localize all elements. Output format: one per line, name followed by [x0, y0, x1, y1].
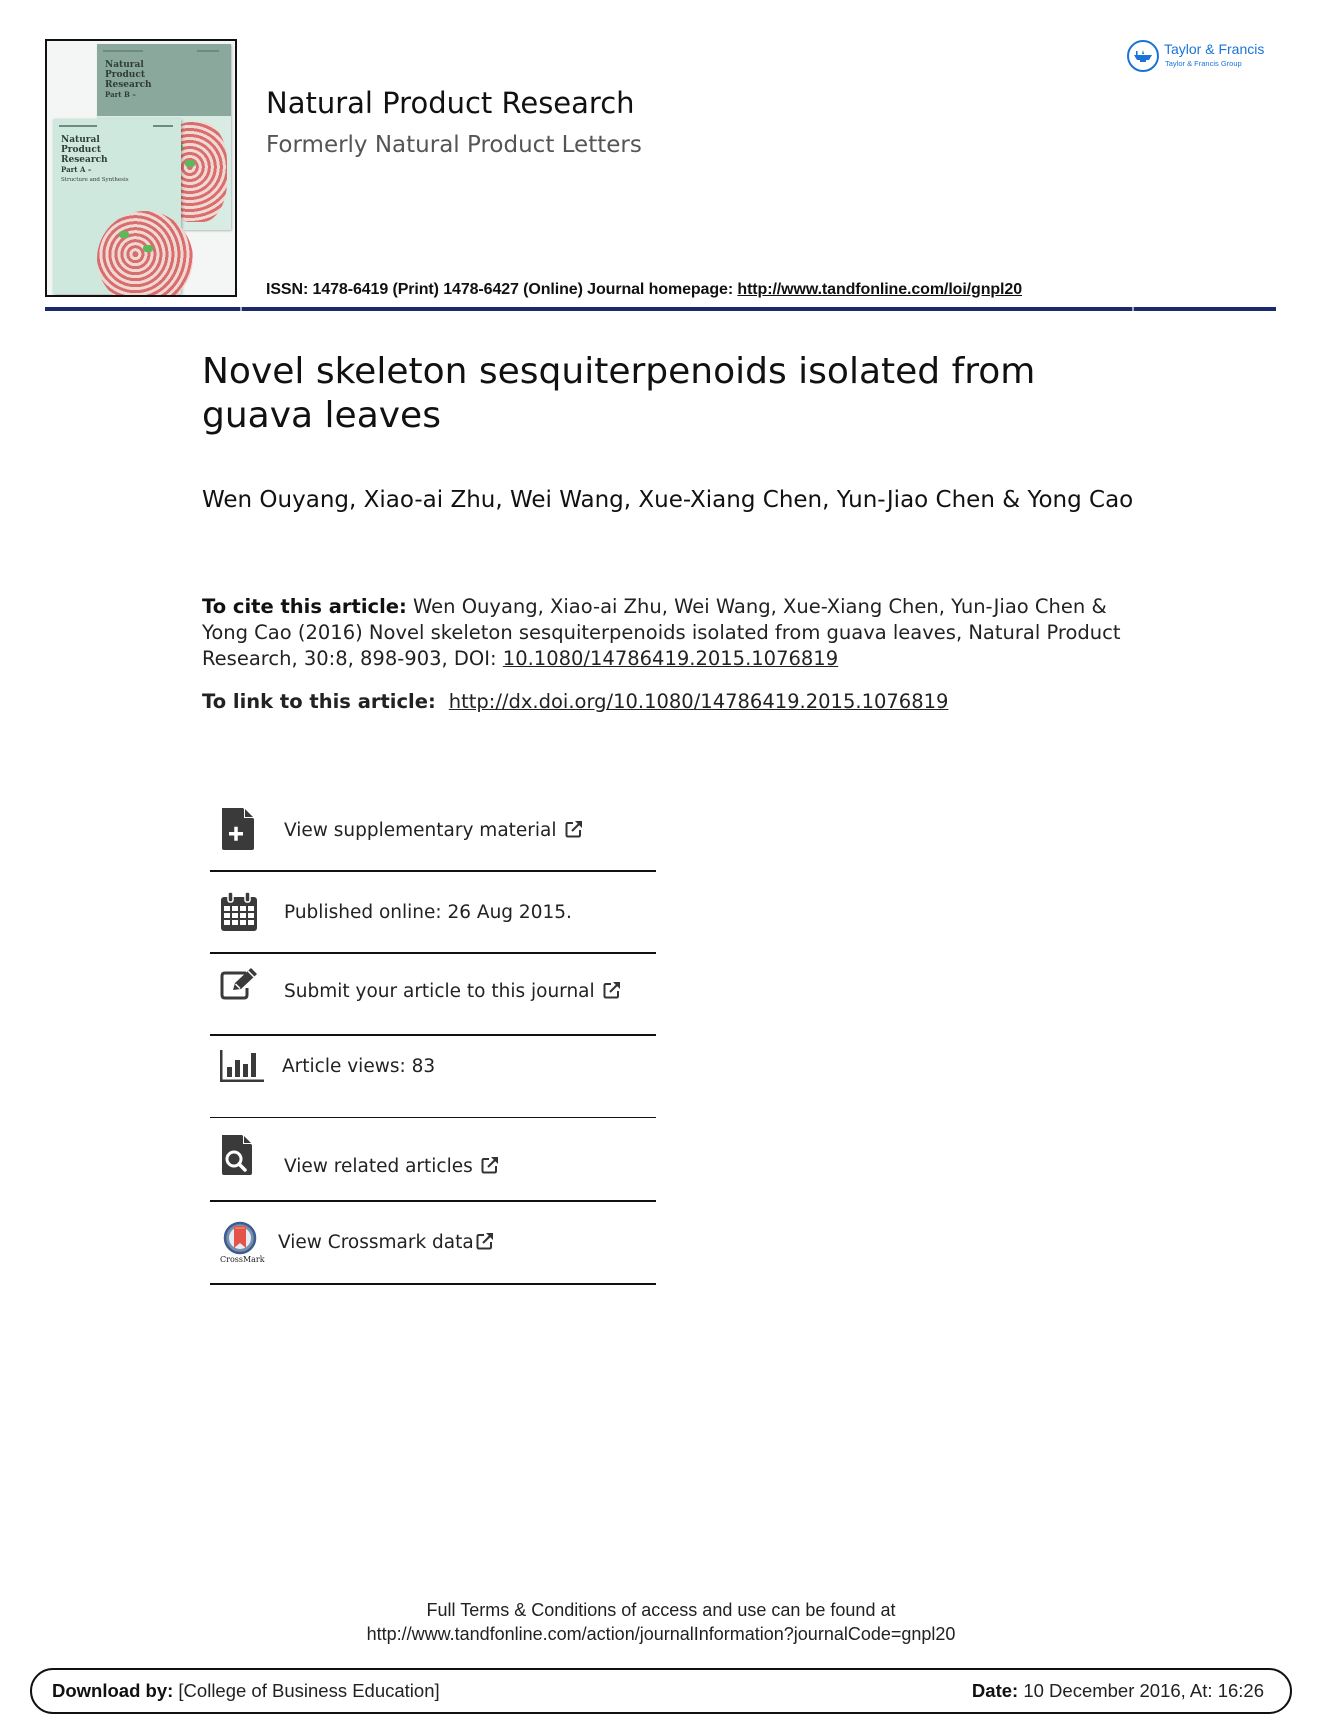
cover-text: Product	[61, 145, 101, 155]
cite-text: Wen Ouyang, Xiao-ai Zhu, Wei Wang, Xue-Xiang Chen, Yun-Jiao Chen & Yong Cao (2016) Novel skeleton sesquiterpenoids isolated from guava leaves, Natural Product Research, 30:8, 898-903, DOI:	[202, 595, 1121, 670]
cover-text: Part A –	[61, 165, 92, 174]
cover-front-title	[61, 135, 129, 185]
list-item-supplementary[interactable]	[210, 790, 656, 872]
cover-strip	[153, 125, 173, 127]
external-link-icon	[603, 981, 621, 999]
item-label	[284, 820, 583, 841]
download-value: [College of Business Education]	[173, 1680, 440, 1701]
journal-cover-image	[45, 39, 237, 297]
file-search-icon	[220, 1135, 268, 1183]
cover-strip	[197, 50, 219, 52]
cover-strip	[103, 50, 143, 52]
item-label	[278, 1232, 494, 1253]
item-label: Article views: 83	[282, 1056, 436, 1077]
journal-subtitle: Formerly Natural Product Letters	[266, 132, 642, 158]
download-date	[972, 1680, 1264, 1702]
journal-title: Natural Product Research	[266, 86, 635, 120]
taylor-francis-lamp-icon	[1127, 40, 1159, 72]
cover-text: Natural	[105, 60, 144, 70]
external-link-icon	[476, 1232, 494, 1250]
publisher-name: Taylor & Francis	[1164, 41, 1265, 57]
cite-label: To cite this article:	[202, 595, 407, 618]
cover-front	[53, 119, 181, 294]
item-label-text: View supplementary material	[284, 819, 557, 841]
journal-homepage-link[interactable]: http://www.tandfonline.com/loi/gnpl20	[737, 281, 1022, 298]
crossmark-icon	[220, 1219, 268, 1267]
download-by	[52, 1680, 440, 1702]
list-item-related[interactable]	[210, 1118, 656, 1202]
terms-and-conditions	[0, 1598, 1322, 1646]
cover-text: Research	[105, 80, 152, 90]
item-label	[284, 981, 621, 1002]
doi-link[interactable]: 10.1080/14786419.2015.1076819	[502, 647, 839, 670]
terms-line: Full Terms & Conditions of access and use can be found at	[426, 1600, 896, 1620]
item-label-text: View Crossmark data	[278, 1232, 474, 1253]
article-title: Novel skeleton sesquiterpenoids isolated from guava leaves	[202, 351, 1036, 436]
cover-text: Research	[61, 155, 108, 165]
external-link-icon	[481, 1156, 499, 1174]
link-label: To link to this article:	[202, 690, 443, 713]
cover-strip	[59, 125, 97, 127]
list-item-published	[210, 872, 656, 954]
external-link-icon	[565, 820, 583, 838]
protein-graphic	[97, 211, 193, 297]
item-label-text: Submit your article to this journal	[284, 981, 595, 1002]
article-links-list	[210, 790, 656, 1285]
date-label: Date:	[971, 1680, 1019, 1701]
calendar-icon	[220, 888, 268, 936]
ligand-graphic	[119, 231, 129, 238]
date-value: 10 December 2016, At: 16:26	[1018, 1680, 1264, 1701]
divider-gap	[1132, 307, 1134, 311]
cover-text: Natural	[61, 135, 100, 145]
publisher-logo	[1124, 38, 1284, 78]
article-authors: Wen Ouyang, Xiao-ai Zhu, Wei Wang, Xue-Xiang Chen, Yun-Jiao Chen & Yong Cao	[202, 487, 1134, 513]
bar-chart-icon	[220, 1048, 268, 1096]
ligand-graphic	[143, 245, 153, 252]
ligand-graphic	[185, 160, 195, 167]
list-item-submit[interactable]	[210, 954, 656, 1036]
cover-text: Part B –	[105, 90, 136, 99]
issn-line	[266, 281, 1022, 299]
cover-text: Product	[105, 70, 145, 80]
cover-text: Structure and Synthesis	[61, 177, 129, 183]
download-info-bar	[30, 1668, 1292, 1714]
item-label-text: View related articles	[284, 1155, 473, 1177]
article-doi-url[interactable]: http://dx.doi.org/10.1080/14786419.2015.1076819	[448, 690, 949, 713]
cover-back-title	[105, 60, 152, 100]
item-label	[284, 1156, 499, 1177]
file-plus-icon	[220, 806, 268, 854]
download-label: Download by:	[52, 1680, 174, 1701]
item-label: Published online: 26 Aug 2015.	[284, 901, 572, 923]
citation-block	[202, 594, 1122, 672]
publisher-group: Taylor & Francis Group	[1165, 59, 1242, 68]
issn-text: ISSN: 1478-6419 (Print) 1478-6427 (Online) Journal homepage:	[266, 281, 738, 298]
header-divider	[45, 307, 1276, 311]
terms-url[interactable]: http://www.tandfonline.com/action/journalInformation?journalCode=gnpl20	[366, 1624, 956, 1644]
article-link-line	[202, 689, 1122, 715]
list-item-crossmark[interactable]	[210, 1202, 656, 1285]
list-item-views	[210, 1036, 656, 1118]
crossmark-caption: CrossMark	[220, 1254, 265, 1264]
divider-gap	[240, 307, 242, 311]
edit-icon	[220, 968, 268, 1016]
